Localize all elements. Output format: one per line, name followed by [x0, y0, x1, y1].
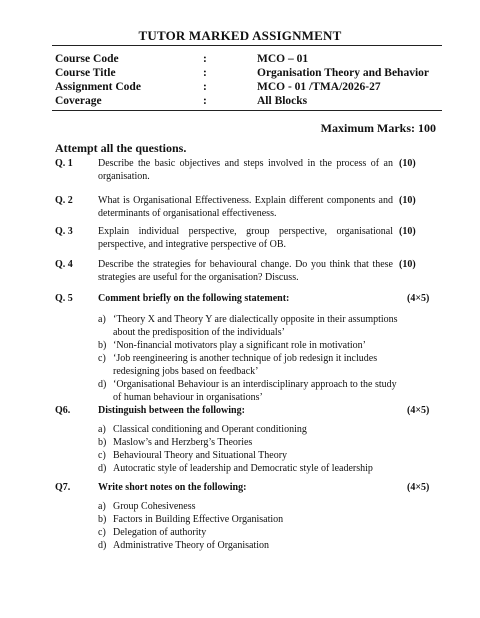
question-marks: (10) [399, 158, 416, 169]
question-marks: (10) [399, 195, 416, 206]
item-text: Autocratic style of leadership and Democratic style of leadership [113, 463, 373, 474]
item-text: Delegation of authority [113, 527, 207, 538]
question-number: Q. 4 [55, 259, 73, 270]
question-marks: (10) [399, 259, 416, 270]
meta-value: Organisation Theory and Behavior [257, 67, 429, 79]
item-text: ‘Organisational Behaviour is an interdisciplinary approach to the study of human behaviour in organisations’ [113, 379, 397, 403]
meta-colon: : [203, 81, 207, 93]
meta-colon: : [203, 95, 207, 107]
item-text: ‘Job reengineering is another technique of job redesign it includes redesigning jobs based on feedback’ [113, 353, 378, 377]
item-letter: a) [98, 501, 106, 512]
question-number: Q. 3 [55, 226, 73, 237]
item-letter: b) [98, 514, 107, 525]
item-text: ‘Non-financial motivators play a significant role in motivation’ [113, 340, 366, 351]
meta-key: Course Title [55, 67, 116, 79]
item-letter: d) [98, 463, 107, 474]
item-letter: b) [98, 340, 107, 351]
question-marks: (10) [399, 226, 416, 237]
top-rule [52, 45, 442, 46]
meta-colon: : [203, 67, 207, 79]
meta-coverage [55, 95, 455, 109]
question-text: Write short notes on the following: [98, 482, 247, 493]
instruction: Attempt all the questions. [55, 141, 187, 155]
item-letter: d) [98, 540, 107, 551]
item-text: Maslow’s and Herzberg’s Theories [113, 437, 253, 448]
question-marks: (4×5) [407, 293, 430, 304]
meta-colon: : [203, 53, 207, 65]
meta-key: Course Code [55, 53, 119, 65]
item-letter: c) [98, 353, 106, 364]
item-text: Administrative Theory of Organisation [113, 540, 269, 551]
document-title: TUTOR MARKED ASSIGNMENT [138, 28, 342, 43]
item-text: ‘Theory X and Theory Y are dialectically opposite in their assumptions about the predisposition of the individuals’ [113, 314, 398, 338]
item-text: Classical conditioning and Operant conditioning [113, 424, 307, 435]
meta-course-title [55, 67, 455, 81]
item-letter: c) [98, 527, 106, 538]
question-text: Explain individual perspective, group perspective, organisational perspective, and integrative perspective of OB. [98, 226, 393, 250]
question-text: Distinguish between the following: [98, 405, 245, 416]
maximum-marks: Maximum Marks: 100 [320, 121, 436, 135]
item-letter: a) [98, 314, 106, 325]
question-number: Q. 5 [55, 293, 73, 304]
meta-key: Assignment Code [55, 81, 141, 93]
question-number: Q7. [55, 482, 71, 493]
question-text: Describe the basic objectives and steps involved in the process of an organisation. [98, 158, 393, 182]
meta-assignment-code [55, 81, 455, 95]
meta-course-code [55, 53, 455, 67]
meta-value: All Blocks [257, 95, 308, 107]
question-marks: (4×5) [407, 405, 430, 416]
meta-value: MCO - 01 /TMA/2026-27 [257, 81, 381, 93]
bottom-rule [52, 110, 442, 111]
question-number: Q. 1 [55, 158, 73, 169]
question-text: Comment briefly on the following statement: [98, 293, 290, 304]
item-letter: c) [98, 450, 106, 461]
question-number: Q. 2 [55, 195, 73, 206]
question-marks: (4×5) [407, 482, 430, 493]
item-letter: d) [98, 379, 107, 390]
meta-key: Coverage [55, 95, 102, 107]
meta-value: MCO – 01 [257, 53, 309, 65]
item-text: Factors in Building Effective Organisation [113, 514, 284, 525]
question-number: Q6. [55, 405, 71, 416]
item-text: Behavioural Theory and Situational Theory [113, 450, 288, 461]
question-text: What is Organisational Effectiveness. Explain different components and determinants of organisational effectiveness. [98, 195, 393, 219]
question-text: Describe the strategies for behavioural change. Do you think that these strategies are useful for the organisation? Discuss. [98, 259, 393, 283]
item-letter: a) [98, 424, 106, 435]
item-text: Group Cohesiveness [113, 501, 196, 512]
item-letter: b) [98, 437, 107, 448]
